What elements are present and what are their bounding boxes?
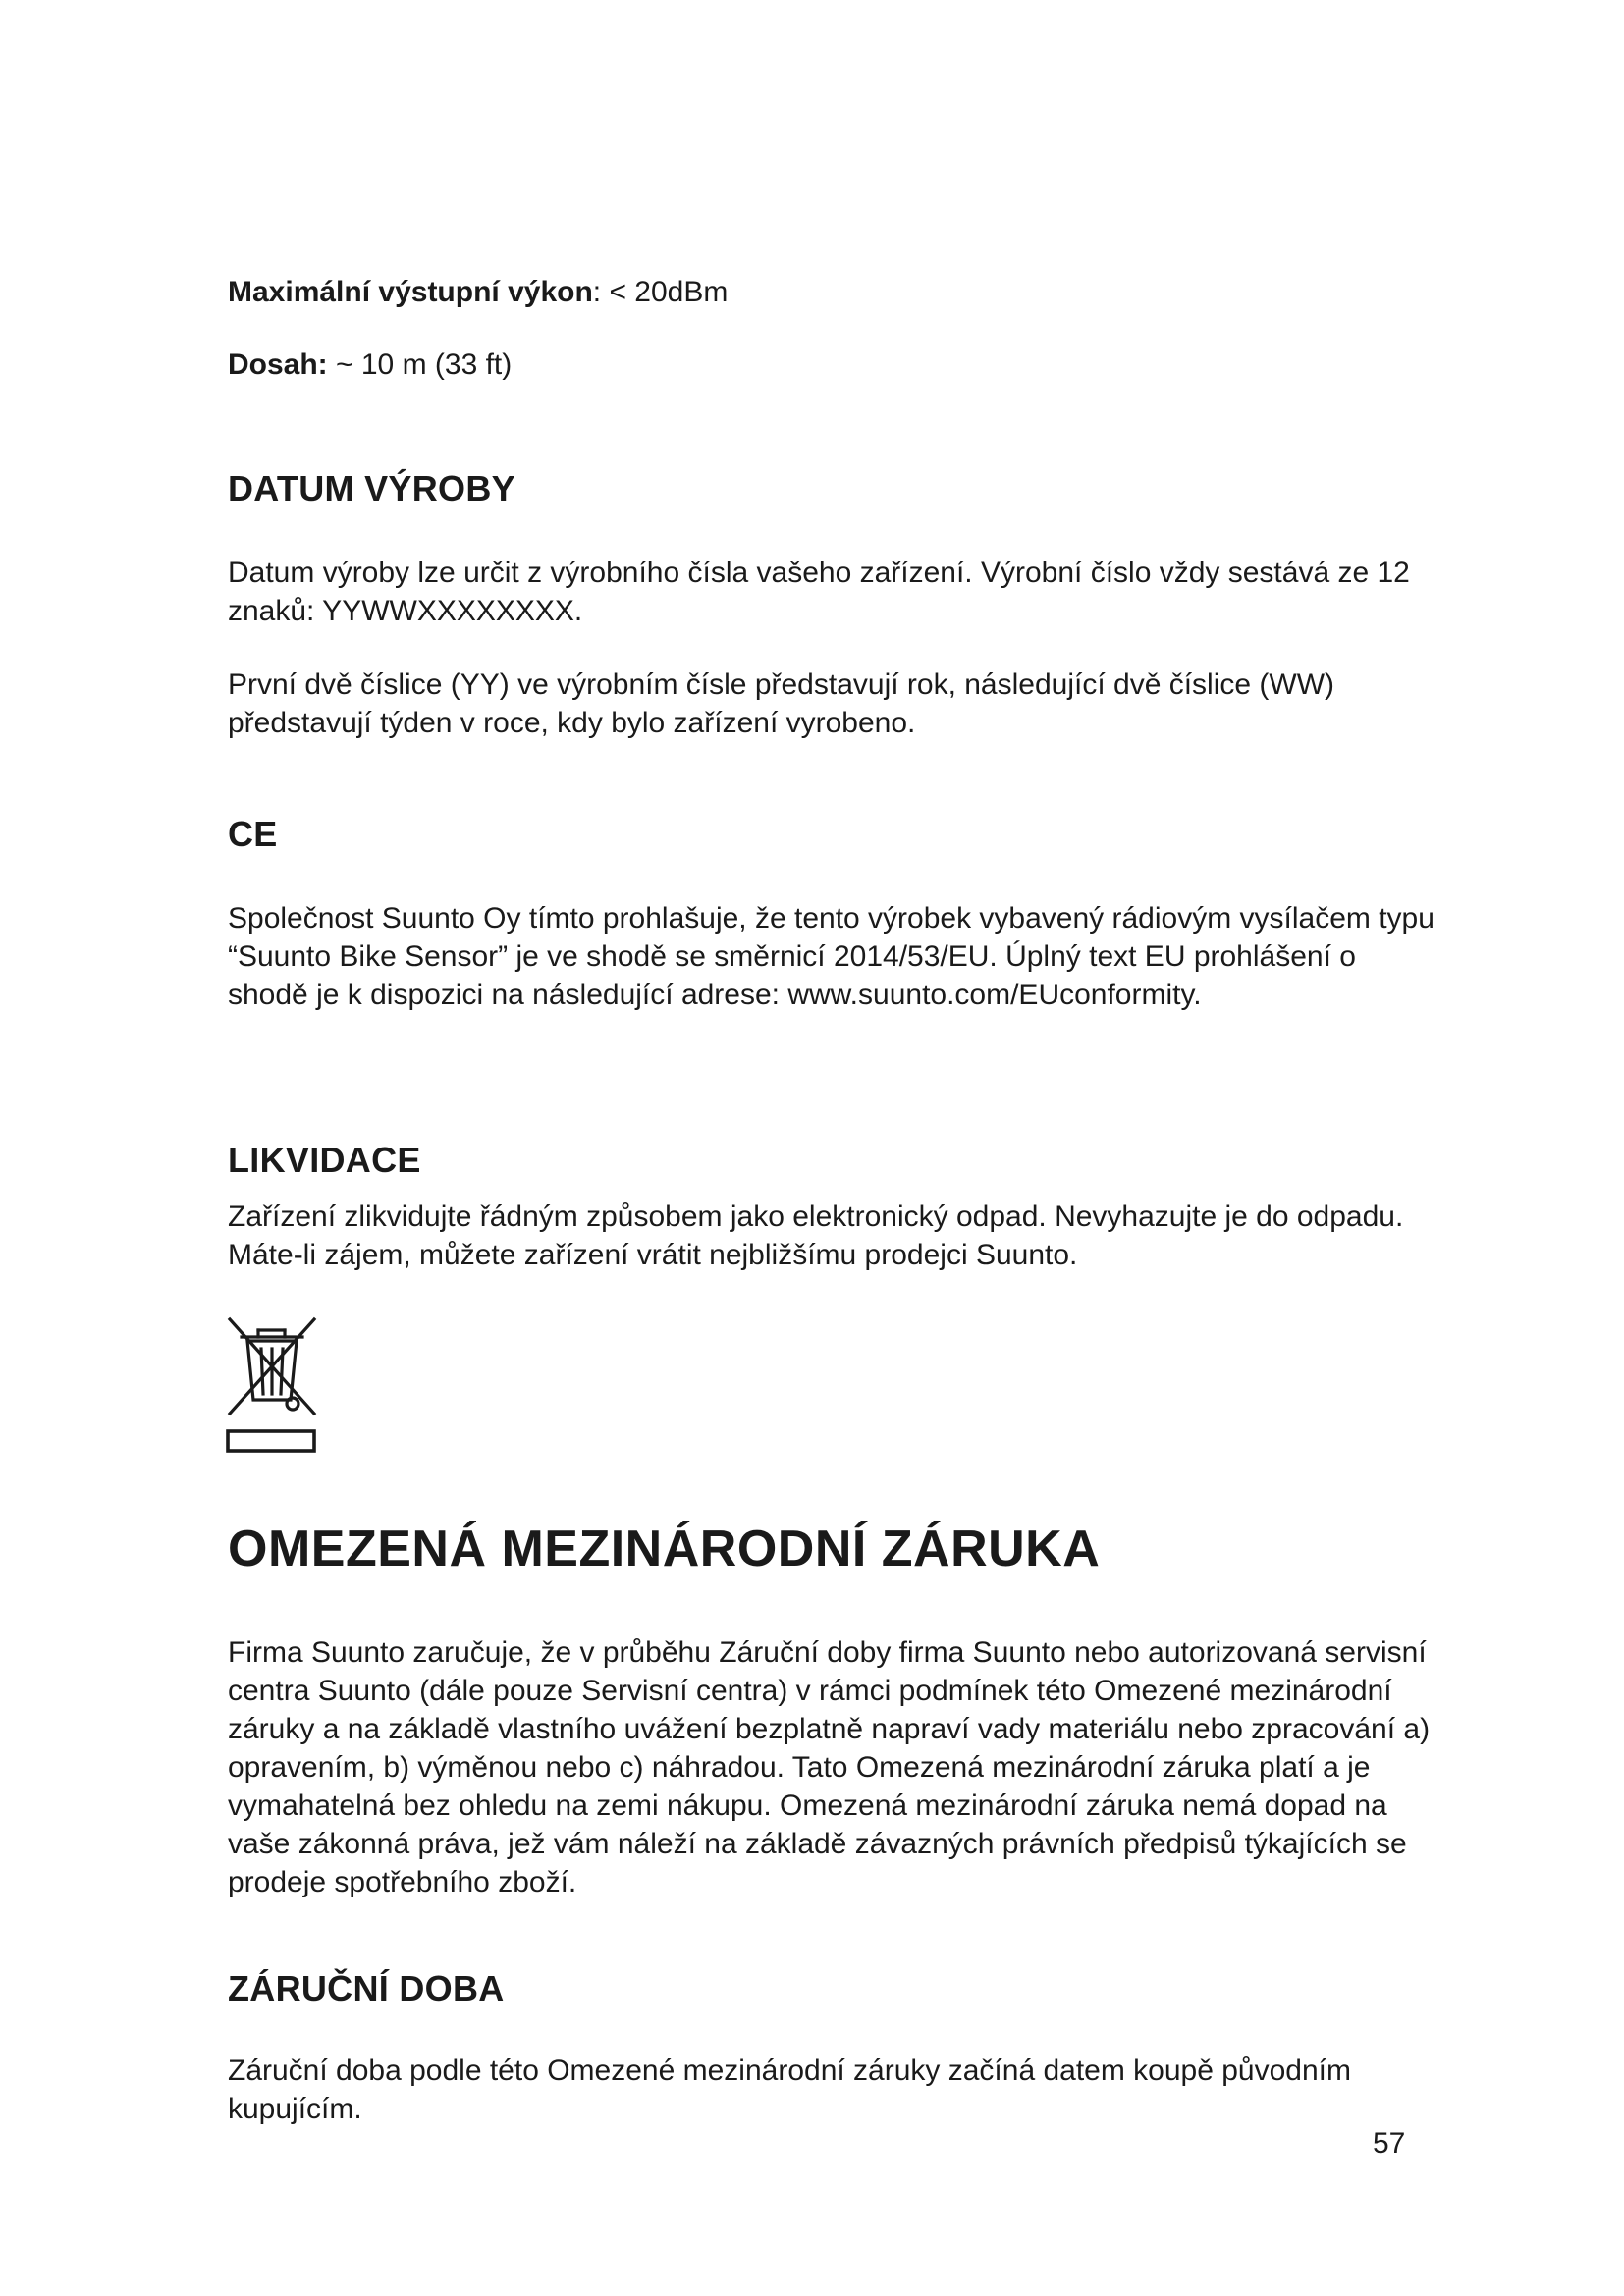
spec-range xyxy=(228,346,512,385)
datum-paragraph-1: Datum výroby lze určit z výrobního čísla vašeho zařízení. Výrobní číslo vždy sestává ze 12 znaků: YYWWXXXXXXXX. xyxy=(228,557,1410,627)
spec-max-power-label: Maximální výstupní výkon xyxy=(228,276,593,308)
zaruka-paragraph: Firma Suunto zaručuje, že v průběhu Záruční doby firma Suunto nebo autorizovaná servisní centra Suunto (dále pouze Servisní centra) v rámci podmínek této Omezené mezinárodní záruky a na základě vlastního uvážení bezplatně napraví vady materiálu nebo zpracování a) opravením, b) výměnou nebo c) náhradou. Tato Omezená mezinárodní záruka platí a je vymahatelná bez ohledu na zemi nákupu. Omezená mezinárodní záruka nemá dopad na vaše zákonná práva, jež vám náleží na základě závazných právních předpisů týkajících se prodeje spotřebního zboží. xyxy=(228,1636,1431,1898)
heading-zarucni-doba: ZÁRUČNÍ DOBA xyxy=(228,1968,505,2008)
ce-paragraph: Společnost Suunto Oy tímto prohlašuje, že tento výrobek vybavený rádiovým vysílačem typu “Suunto Bike Sensor” je ve shodě se směrnicí 2014/53/EU. Úplný text EU prohlášení o shodě je k dispozici na následující adrese: www.suunto.com/EUconformity. xyxy=(228,902,1435,1011)
heading-ce: CE xyxy=(228,814,278,854)
spec-range-label: Dosah: xyxy=(228,348,328,381)
spec-max-power-value: : < 20dBm xyxy=(592,276,729,308)
page-number: 57 xyxy=(1373,2127,1406,2160)
heading-omezena-zaruka: OMEZENÁ MEZINÁRODNÍ ZÁRUKA xyxy=(228,1521,1101,1577)
datum-paragraph-2: První dvě číslice (YY) ve výrobním čísle představují rok, následující dvě číslice (WW) představují týden v roce, kdy bylo zařízení vyrobeno. xyxy=(228,668,1335,739)
spec-max-power xyxy=(228,273,728,312)
heading-likvidace: LIKVIDACE xyxy=(228,1140,421,1180)
heading-datum-vyroby: DATUM VÝROBY xyxy=(228,468,515,508)
likvidace-paragraph: Zařízení zlikvidujte řádným způsobem jako elektronický odpad. Nevyhazujte je do odpadu. Máte-li zájem, můžete zařízení vrátit nejbližšímu prodejci Suunto. xyxy=(228,1201,1404,1271)
weee-bin-icon xyxy=(222,1311,320,1461)
zarucni-doba-paragraph: Záruční doba podle této Omezené mezinárodní záruky začíná datem koupě původním kupujícím. xyxy=(228,2055,1351,2125)
spec-range-value: ~ 10 m (33 ft) xyxy=(327,348,513,381)
